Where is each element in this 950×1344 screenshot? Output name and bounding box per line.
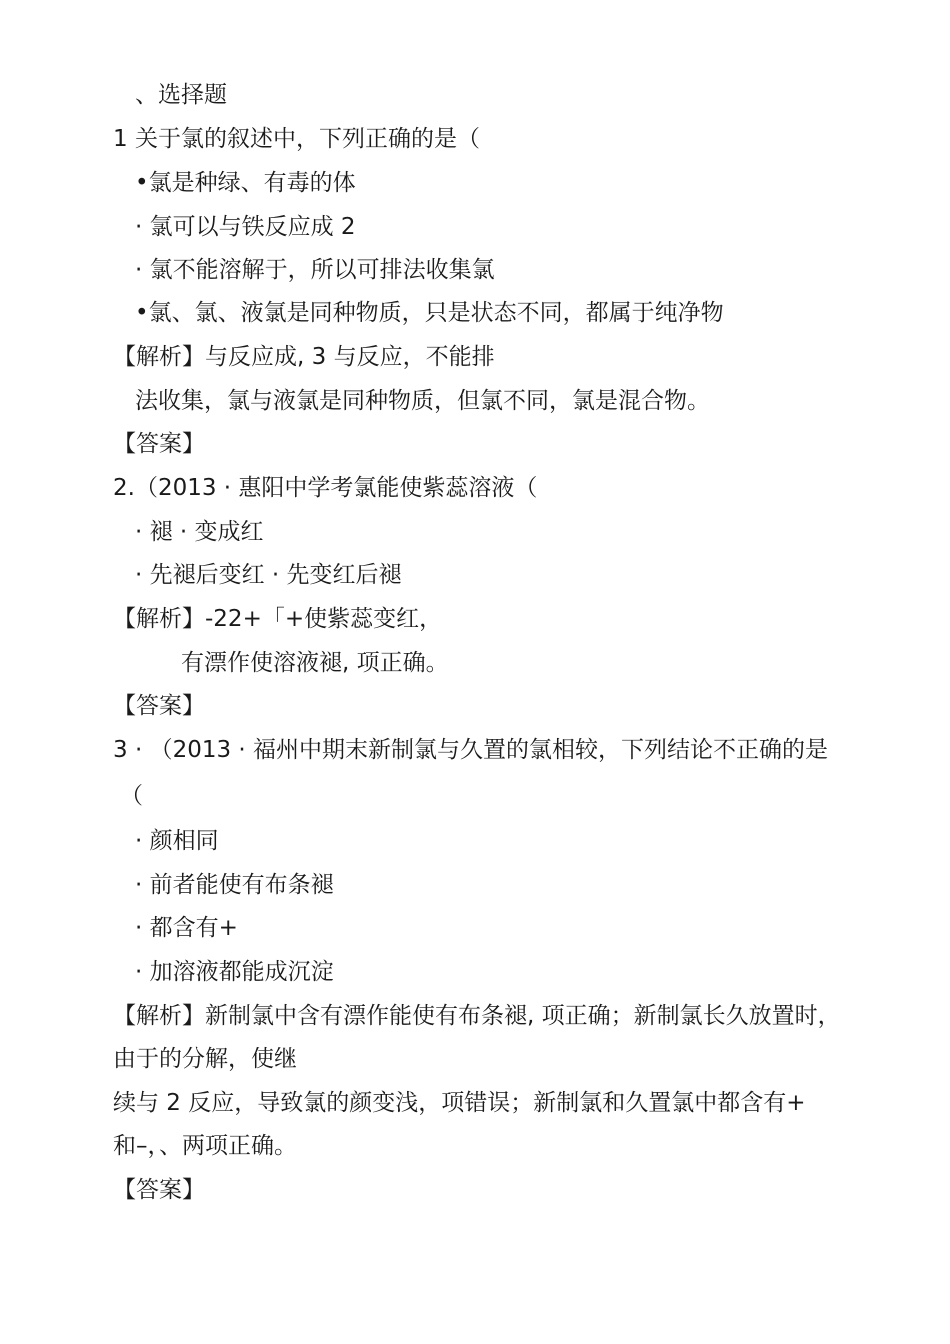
question-1-answer-label: 【答案】 xyxy=(113,431,205,457)
question-2-analysis-cont: 有漂作使溶液褪, 项正确。 xyxy=(181,650,449,676)
question-1-analysis-cont: 法收集，氯与液氯是同种物质，但氯不同，氯是混合物。 xyxy=(135,388,710,414)
question-1-option-b: · 氯可以与铁反应成 2 xyxy=(135,214,356,240)
question-3-analysis-cont-3: 和–，、两项正确。 xyxy=(113,1133,297,1159)
question-2-options-ab: · 褪 · 变成红 xyxy=(135,519,264,545)
question-1-option-d: •氯、氯、液氯是同种物质，只是状态不同，都属于纯净物 xyxy=(135,300,724,326)
question-1-analysis: 【解析】与反应成, 3 与反应，不能排 xyxy=(113,344,495,370)
question-3-option-a: · 颜相同 xyxy=(135,828,219,854)
question-3-answer-label: 【答案】 xyxy=(113,1177,205,1203)
question-3-option-d: · 加溶液都能成沉淀 xyxy=(135,959,334,985)
question-3-stem: 3 · （2013 · 福州中期末新制氯与久置的氯相较，下列结论不正确的是 xyxy=(113,737,829,763)
question-2-analysis: 【解析】-22+「+使紫蕊变红， xyxy=(113,606,443,632)
question-1-option-c: · 氯不能溶解于，所以可排法收集氯 xyxy=(135,257,495,283)
question-3-analysis: 【解析】新制氯中含有漂作能使有布条褪, 项正确；新制氯长久放置时， xyxy=(113,1003,841,1029)
question-3-analysis-cont-1: 由于的分解，使继 xyxy=(113,1046,297,1072)
question-3-option-c: · 都含有+ xyxy=(135,915,238,941)
question-2-options-cd: · 先褪后变红 · 先变红后褪 xyxy=(135,562,402,588)
question-2-stem: 2.（2013 · 惠阳中学考氯能使紫蕊溶液（ xyxy=(113,475,538,501)
question-3-option-b: · 前者能使有布条褪 xyxy=(135,872,334,898)
section-heading: 、选择题 xyxy=(135,82,227,108)
question-2-answer-label: 【答案】 xyxy=(113,693,205,719)
question-3-stem-paren: （ xyxy=(120,783,143,809)
question-1-option-a: •氯是种绿、有毒的体 xyxy=(135,170,356,196)
question-1-stem: 1 关于氯的叙述中，下列正确的是（ xyxy=(113,126,480,152)
question-3-analysis-cont-2: 续与 2 反应，导致氯的颜变浅，项错误；新制氯和久置氯中都含有+ xyxy=(113,1090,806,1116)
